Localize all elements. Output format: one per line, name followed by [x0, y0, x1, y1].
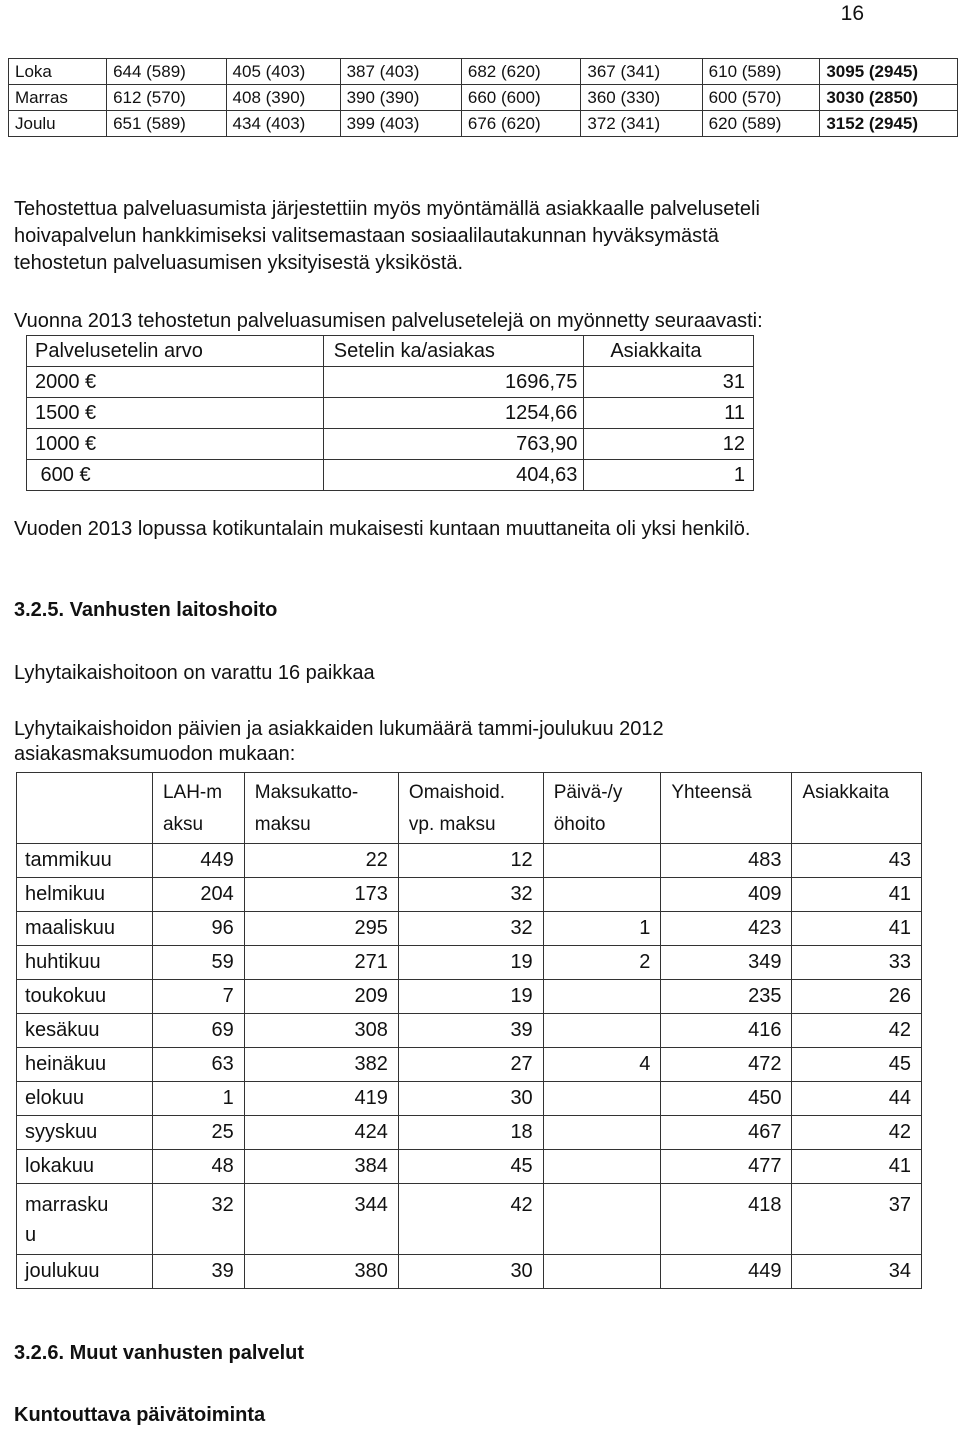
value-cell: 18	[398, 1116, 543, 1150]
column-header: Setelin ka/asiakas	[323, 336, 584, 367]
value-cell: 344	[244, 1184, 398, 1255]
value-cell: 483	[661, 844, 792, 878]
value-cell: 235	[661, 980, 792, 1014]
value-cell: 1	[584, 460, 754, 491]
value-cell: 423	[661, 912, 792, 946]
month-cell: joulukuu	[17, 1255, 153, 1289]
value-cell: 408 (390)	[226, 85, 340, 111]
value-cell: 204	[152, 878, 244, 912]
intro-line: Lyhytaikaishoidon päivien ja asiakkaiden lukumäärä tammi-joulukuu 2012	[14, 718, 664, 740]
value-cell: 449	[152, 844, 244, 878]
month-cell: tammikuu	[17, 844, 153, 878]
header-line: maksu	[254, 814, 311, 835]
value-cell: 295	[244, 912, 398, 946]
voucher-value-cell: 600 €	[27, 460, 324, 491]
month-cell: maaliskuu	[17, 912, 153, 946]
places-text: Lyhytaikaishoitoon on varattu 16 paikkaa	[14, 662, 375, 684]
header-line: Maksukatto-	[254, 782, 359, 803]
value-cell: 380	[244, 1255, 398, 1289]
paragraph-service-voucher	[14, 196, 760, 277]
voucher-note: Vuoden 2013 lopussa kotikuntalain mukaisesti kuntaan muuttaneita oli yksi henkilö.	[14, 518, 751, 540]
table-row	[17, 878, 922, 912]
value-cell: 25	[152, 1116, 244, 1150]
value-cell: 384	[244, 1150, 398, 1184]
value-cell	[543, 980, 661, 1014]
header-line: Päivä-/y	[553, 782, 623, 803]
value-cell: 763,90	[323, 429, 584, 460]
value-cell	[543, 1014, 661, 1048]
table-header-row	[17, 773, 922, 844]
table-header-row	[27, 336, 754, 367]
value-cell: 416	[661, 1014, 792, 1048]
paragraph-line: Tehostettua palveluasumista järjestettiin myös myöntämällä asiakkaalle palveluseteli	[14, 198, 760, 220]
value-cell: 467	[661, 1116, 792, 1150]
month-cell: syyskuu	[17, 1116, 153, 1150]
column-header: Palvelusetelin arvo	[27, 336, 324, 367]
column-header	[792, 773, 922, 844]
monthly-table	[8, 58, 958, 137]
table-row	[17, 946, 922, 980]
intro-line: asiakasmaksumuodon mukaan:	[14, 743, 296, 765]
value-cell: 45	[792, 1048, 922, 1082]
header-line	[802, 809, 921, 841]
value-cell: 27	[398, 1048, 543, 1082]
table-row	[17, 1150, 922, 1184]
value-cell: 610 (589)	[702, 59, 820, 85]
table-row	[17, 980, 922, 1014]
value-cell: 387 (403)	[340, 59, 461, 85]
table-row	[17, 844, 922, 878]
value-cell: 382	[244, 1048, 398, 1082]
value-cell: 44	[792, 1082, 922, 1116]
month-cell: marrasku u	[17, 1184, 153, 1255]
value-cell: 349	[661, 946, 792, 980]
value-cell: 43	[792, 844, 922, 878]
value-cell: 19	[398, 946, 543, 980]
column-header: Asiakkaita	[584, 336, 754, 367]
page-number: 16	[840, 2, 864, 25]
table-row	[27, 398, 754, 429]
month-cell: lokakuu	[17, 1150, 153, 1184]
value-cell: 41	[792, 1150, 922, 1184]
value-cell: 419	[244, 1082, 398, 1116]
table-row	[17, 912, 922, 946]
table-row	[17, 1014, 922, 1048]
value-cell: 372 (341)	[581, 111, 702, 137]
value-cell: 45	[398, 1150, 543, 1184]
month-cell: Marras	[9, 85, 107, 111]
table-row	[9, 59, 958, 85]
value-cell: 37	[792, 1184, 922, 1255]
value-cell: 600 (570)	[702, 85, 820, 111]
value-cell: 404,63	[323, 460, 584, 491]
value-cell: 424	[244, 1116, 398, 1150]
value-cell: 399 (403)	[340, 111, 461, 137]
value-cell: 19	[398, 980, 543, 1014]
header-line: aksu	[162, 814, 204, 835]
header-line	[27, 809, 152, 841]
value-cell: 3030 (2850)	[820, 85, 958, 111]
voucher-value-cell: 2000 €	[27, 367, 324, 398]
value-cell: 418	[661, 1184, 792, 1255]
value-cell	[543, 1150, 661, 1184]
value-cell: 7	[152, 980, 244, 1014]
value-cell: 3152 (2945)	[820, 111, 958, 137]
value-cell: 1	[543, 912, 661, 946]
value-cell: 42	[792, 1014, 922, 1048]
table-row	[17, 1255, 922, 1289]
value-cell: 42	[398, 1184, 543, 1255]
value-cell: 651 (589)	[107, 111, 226, 137]
column-header	[398, 773, 543, 844]
value-cell: 173	[244, 878, 398, 912]
value-cell: 477	[661, 1150, 792, 1184]
column-header	[661, 773, 792, 844]
value-cell: 33	[792, 946, 922, 980]
column-header	[244, 773, 398, 844]
value-cell: 449	[661, 1255, 792, 1289]
value-cell: 39	[152, 1255, 244, 1289]
value-cell: 31	[584, 367, 754, 398]
table-row	[17, 1082, 922, 1116]
value-cell: 11	[584, 398, 754, 429]
value-cell: 644 (589)	[107, 59, 226, 85]
table-row	[17, 1184, 922, 1255]
value-cell	[543, 844, 661, 878]
value-cell: 26	[792, 980, 922, 1014]
column-header	[543, 773, 661, 844]
section-heading-326: 3.2.6. Muut vanhusten palvelut	[14, 1342, 305, 1364]
value-cell: 30	[398, 1082, 543, 1116]
value-cell: 12	[584, 429, 754, 460]
value-cell: 34	[792, 1255, 922, 1289]
value-cell: 48	[152, 1150, 244, 1184]
value-cell: 41	[792, 912, 922, 946]
header-line	[27, 777, 152, 809]
month-cell: Joulu	[9, 111, 107, 137]
value-cell: 32	[398, 878, 543, 912]
paragraph-line: tehostetun palveluasumisen yksityisestä yksiköstä.	[14, 252, 464, 274]
value-cell	[543, 1184, 661, 1255]
value-cell: 42	[792, 1116, 922, 1150]
value-cell: 32	[398, 912, 543, 946]
value-cell: 41	[792, 878, 922, 912]
table-row	[27, 367, 754, 398]
section-heading-325: 3.2.5. Vanhusten laitoshoito	[14, 599, 278, 621]
value-cell	[543, 1082, 661, 1116]
value-cell: 69	[152, 1014, 244, 1048]
value-cell: 612 (570)	[107, 85, 226, 111]
header-line: Asiakkaita	[802, 782, 890, 803]
value-cell: 30	[398, 1255, 543, 1289]
month-cell: Loka	[9, 59, 107, 85]
table-row	[9, 85, 958, 111]
value-cell: 96	[152, 912, 244, 946]
value-cell: 472	[661, 1048, 792, 1082]
month-cell: elokuu	[17, 1082, 153, 1116]
value-cell: 2	[543, 946, 661, 980]
section-subheading: Kuntouttava päivätoiminta	[14, 1404, 266, 1426]
paragraph-line: hoivapalvelun hankkimiseksi valitsemastaan sosiaalilautakunnan hyväksymästä	[14, 225, 719, 247]
value-cell: 271	[244, 946, 398, 980]
value-cell	[543, 1116, 661, 1150]
value-cell: 409	[661, 878, 792, 912]
table-row	[9, 111, 958, 137]
value-cell: 367 (341)	[581, 59, 702, 85]
value-cell: 390 (390)	[340, 85, 461, 111]
value-cell: 32	[152, 1184, 244, 1255]
value-cell: 660 (600)	[461, 85, 580, 111]
month-cell: kesäkuu	[17, 1014, 153, 1048]
header-line	[671, 809, 791, 841]
value-cell: 405 (403)	[226, 59, 340, 85]
voucher-value-cell: 1000 €	[27, 429, 324, 460]
header-line: vp. maksu	[408, 814, 496, 835]
table-row	[27, 429, 754, 460]
month-cell: helmikuu	[17, 878, 153, 912]
value-cell: 39	[398, 1014, 543, 1048]
month-cell: huhtikuu	[17, 946, 153, 980]
care-table-intro	[14, 716, 664, 765]
value-cell: 620 (589)	[702, 111, 820, 137]
column-header	[17, 773, 153, 844]
value-cell: 4	[543, 1048, 661, 1082]
table-row	[17, 1048, 922, 1082]
value-cell	[543, 1255, 661, 1289]
value-cell: 434 (403)	[226, 111, 340, 137]
value-cell: 59	[152, 946, 244, 980]
short-term-care-table	[16, 772, 922, 1289]
value-cell: 209	[244, 980, 398, 1014]
value-cell: 63	[152, 1048, 244, 1082]
header-line: öhoito	[553, 814, 606, 835]
month-cell: toukokuu	[17, 980, 153, 1014]
value-cell: 1254,66	[323, 398, 584, 429]
value-cell: 308	[244, 1014, 398, 1048]
value-cell: 12	[398, 844, 543, 878]
voucher-table	[26, 335, 754, 491]
value-cell: 1	[152, 1082, 244, 1116]
value-cell: 3095 (2945)	[820, 59, 958, 85]
value-cell: 1696,75	[323, 367, 584, 398]
table-row	[27, 460, 754, 491]
header-line: LAH-m	[162, 782, 223, 803]
value-cell: 22	[244, 844, 398, 878]
value-cell: 676 (620)	[461, 111, 580, 137]
value-cell	[543, 878, 661, 912]
voucher-value-cell: 1500 €	[27, 398, 324, 429]
header-line: Omaishoid.	[408, 782, 506, 803]
voucher-intro: Vuonna 2013 tehostetun palveluasumisen palvelusetelejä on myönnetty seuraavasti:	[14, 310, 763, 332]
month-cell: heinäkuu	[17, 1048, 153, 1082]
column-header	[152, 773, 244, 844]
value-cell: 450	[661, 1082, 792, 1116]
table-row	[17, 1116, 922, 1150]
header-line: Yhteensä	[671, 782, 752, 803]
value-cell: 682 (620)	[461, 59, 580, 85]
value-cell: 360 (330)	[581, 85, 702, 111]
